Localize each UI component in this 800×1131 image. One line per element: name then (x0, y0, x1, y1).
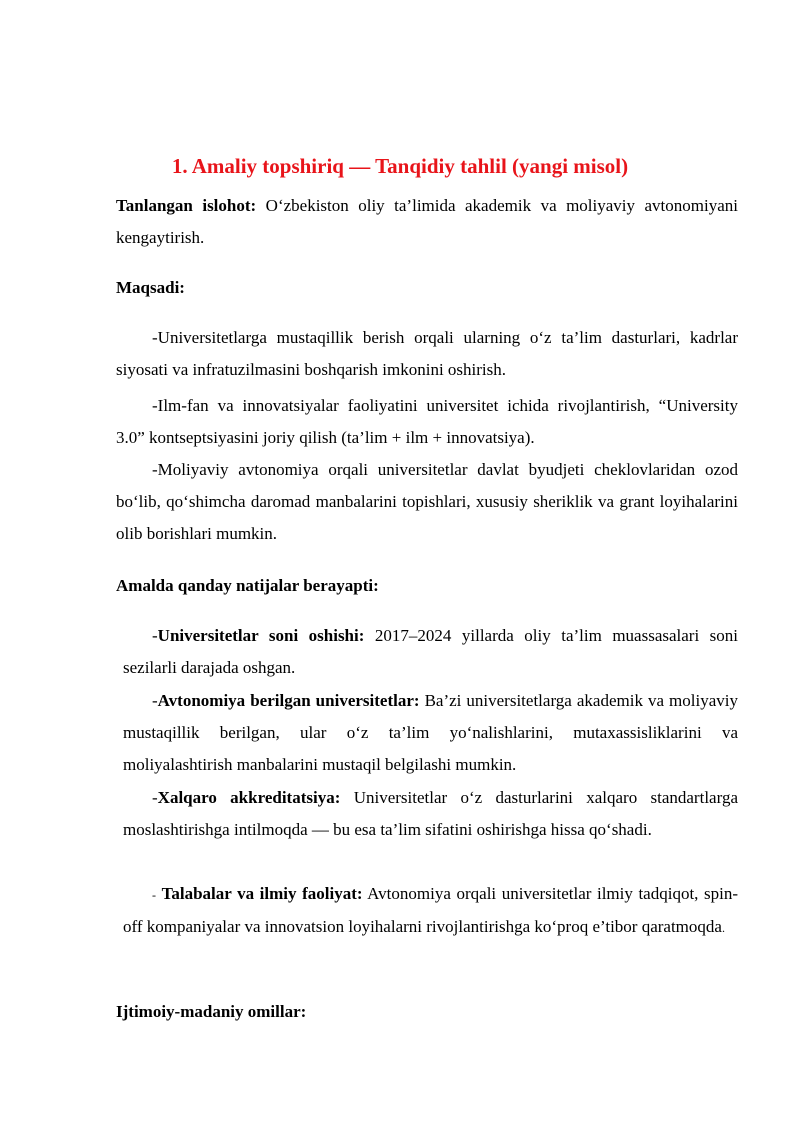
results-heading: Amalda qanday natijalar berayapti: (116, 576, 379, 595)
result-item (123, 878, 738, 944)
result-tail: . (721, 921, 725, 935)
result-label: Avtonomiya berilgan universitetlar: (157, 691, 420, 710)
goal-item (116, 322, 738, 386)
result-dash: - (152, 691, 158, 710)
social-heading: Ijtimoiy-madaniy omillar: (116, 1002, 307, 1021)
result-item (123, 685, 738, 781)
goal-dash: - (152, 396, 158, 415)
goal-text: Moliyaviy avtonomiya orqali universitetlar davlat byudjeti cheklovlaridan ozod bo‘lib, qo‘shimcha daromad manbalarini topishlari, xususiy sheriklik va grant loyihalarini olib borishlari mumkin. (116, 460, 738, 543)
reform-text: O‘zbekiston oliy ta’limida akademik va moliyaviy avtonomiyani kengaytirish. (116, 196, 738, 247)
result-text: Universitetlar o‘z dasturlarini xalqaro standartlarga moslashtirishga intilmoqda — bu esa ta’lim sifatini oshirishga hissa qo‘shadi. (123, 788, 738, 839)
goal-item (116, 390, 738, 454)
page-title: 1. Amaliy topshiriq — Tanqidiy tahlil (yangi misol) (171, 154, 629, 179)
result-item (123, 782, 738, 846)
result-dash: - (152, 626, 158, 645)
goal-text: Ilm-fan va innovatsiyalar faoliyatini universitet ichida rivojlantirish, “University 3.0” kontseptsiyasini joriy qilish (ta’lim + ilm + innovatsiya). (116, 396, 738, 447)
goals-heading: Maqsadi: (116, 278, 185, 297)
goal-item (116, 454, 738, 550)
reform-paragraph (116, 190, 738, 254)
result-label: Xalqaro akkreditatsiya: (157, 788, 341, 807)
goal-dash: - (152, 328, 158, 347)
result-dash: - (152, 888, 156, 902)
result-text: 2017–2024 yillarda oliy ta’lim muassasalari soni sezilarli darajada oshgan. (123, 626, 739, 677)
goal-text: Universitetlarga mustaqillik berish orqali ularning o‘z ta’lim dasturlari, kadrlar siyosati va infratuzilmasini boshqarish imkonini oshirish. (116, 328, 738, 379)
goal-dash: - (152, 460, 158, 479)
result-label: Talabalar va ilmiy faoliyat: (161, 884, 363, 903)
result-item (123, 620, 738, 684)
result-dash: - (152, 788, 158, 807)
result-text: Ba’zi universitetlarga akademik va moliyaviy mustaqillik berilgan, ular o‘z ta’lim yo‘nalishlarini, mutaxassisliklarini va moliyalashtirish manbalarini mustaqil belgilashi mumkin. (123, 691, 738, 774)
result-label: Universitetlar soni oshishi: (157, 626, 365, 645)
reform-label: Tanlangan islohot: (116, 196, 257, 215)
result-text: Avtonomiya orqali universitetlar ilmiy tadqiqot, spin-off kompaniyalar va innovatsion loyihalarni rivojlantirishga ko‘proq e’tibor qaratmoqda (123, 884, 739, 936)
